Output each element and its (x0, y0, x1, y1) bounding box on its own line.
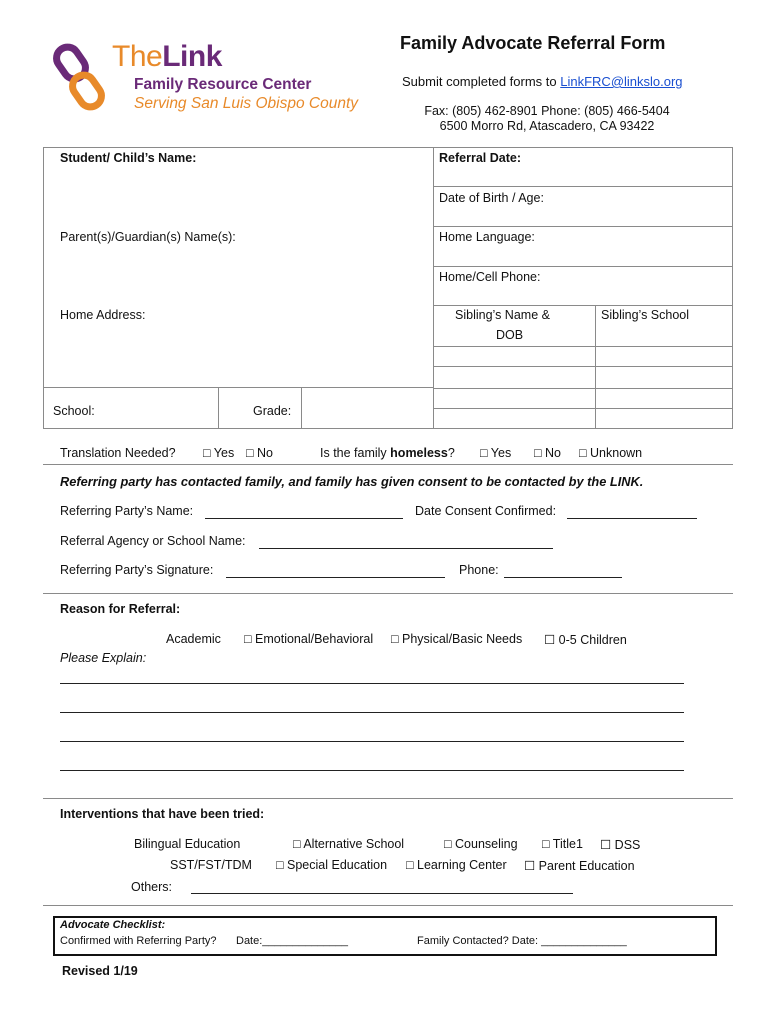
submit-instructions (402, 74, 683, 89)
contact-fax-phone: Fax: (805) 462-8901 Phone: (805) 466-5404 (424, 104, 670, 118)
confirmed-referring-party: Confirmed with Referring Party? (60, 935, 217, 947)
translation-yes-checkbox[interactable]: □ Yes (203, 446, 235, 460)
please-explain-label: Please Explain: (60, 651, 147, 665)
intervention-title1-checkbox[interactable]: □ Title1 (542, 837, 583, 851)
interventions-heading: Interventions that have been tried: (60, 807, 265, 821)
referring-phone-line[interactable] (504, 577, 622, 578)
others-line[interactable] (191, 893, 573, 894)
referring-name-line[interactable] (205, 518, 403, 519)
homeless-word: homeless (390, 446, 448, 460)
form-title: Family Advocate Referral Form (400, 33, 666, 53)
logo-tagline-1: Family Resource Center (134, 76, 312, 93)
parent-guardian-field[interactable]: Parent(s)/Guardian(s) Name(s): (60, 230, 236, 244)
home-cell-phone-field[interactable]: Home/Cell Phone: (439, 270, 541, 284)
dob-age-field[interactable]: Date of Birth / Age: (439, 191, 544, 205)
intervention-counseling-checkbox[interactable]: □ Counseling (444, 837, 518, 851)
intervention-sst-checkbox[interactable]: SST/FST/TDM (170, 858, 252, 872)
contact-address: 6500 Morro Rd, Atascadero, CA 93422 (439, 119, 655, 133)
logo-tagline-2: Serving San Luis Obispo County (134, 95, 359, 112)
homeless-no-checkbox[interactable]: □ No (534, 446, 562, 460)
reason-academic-checkbox[interactable]: Academic (166, 632, 221, 646)
referring-name-label: Referring Party’s Name: (60, 504, 194, 518)
translation-no-checkbox[interactable]: □ No (246, 446, 274, 460)
grade-field[interactable]: Grade: (253, 404, 292, 418)
advocate-checklist-title: Advocate Checklist: (60, 919, 166, 931)
submit-text: Submit completed forms to (402, 74, 557, 89)
home-language-field[interactable]: Home Language: (439, 230, 535, 244)
intervention-others-checkbox[interactable]: Others: (131, 880, 172, 894)
explain-line-1[interactable] (60, 683, 684, 684)
sibling-dob-header: DOB (496, 328, 524, 342)
explain-line-4[interactable] (60, 770, 684, 771)
revised-date: Revised 1/19 (62, 964, 138, 978)
link-logo-icon (52, 40, 112, 120)
logo-the: The (112, 40, 163, 73)
intervention-special-ed-checkbox[interactable]: □ Special Education (276, 858, 388, 872)
intervention-alternative-checkbox[interactable]: □ Alternative School (293, 837, 405, 851)
consent-statement: Referring party has contacted family, and family has given consent to be contacted by the LINK. (60, 474, 644, 489)
sibling-name-header: Sibling’s Name & (455, 308, 550, 322)
sibling-school-header: Sibling’s School (601, 308, 690, 322)
agency-line[interactable] (259, 548, 553, 549)
referral-date-field[interactable]: Referral Date: (439, 151, 521, 165)
reason-emotional-checkbox[interactable]: □ Emotional/Behavioral (244, 632, 374, 646)
consent-date-line[interactable] (567, 518, 697, 519)
submit-email-link[interactable]: LinkFRC@linkslo.org (560, 74, 683, 89)
homeless-post: ? (447, 446, 455, 460)
consent-date-label: Date Consent Confirmed: (415, 504, 557, 518)
logo-wordmark (112, 40, 222, 74)
advocate-date-field[interactable] (236, 935, 348, 947)
family-contacted-blank: ______________ (541, 935, 627, 947)
family-contacted-label: Family Contacted? Date: (417, 935, 539, 947)
homeless-unknown-checkbox[interactable]: □ Unknown (579, 446, 643, 460)
intervention-bilingual-checkbox[interactable]: Bilingual Education (134, 837, 241, 851)
contact-info (402, 104, 692, 134)
intervention-dss-checkbox[interactable]: ☐ DSS (600, 838, 641, 852)
intervention-parent-ed-checkbox[interactable]: ☐ Parent Education (524, 859, 635, 873)
reason-children-checkbox[interactable]: ☐ 0-5 Children (544, 633, 627, 647)
home-address-field[interactable]: Home Address: (60, 308, 146, 322)
advocate-date-label: Date: (236, 935, 263, 947)
signature-label: Referring Party’s Signature: (60, 563, 214, 577)
translation-needed-label: Translation Needed? (60, 446, 176, 460)
homeless-pre: Is the family (320, 446, 387, 460)
referring-phone-label: Phone: (459, 563, 499, 577)
logo-link: Link (162, 40, 222, 73)
homeless-yes-checkbox[interactable]: □ Yes (480, 446, 512, 460)
student-name-field[interactable]: Student/ Child’s Name: (60, 151, 197, 165)
agency-label: Referral Agency or School Name: (60, 534, 246, 548)
advocate-date-blank: ______________ (262, 935, 348, 947)
intervention-learning-center-checkbox[interactable]: □ Learning Center (406, 858, 507, 872)
homeless-question (320, 446, 455, 460)
explain-line-2[interactable] (60, 712, 684, 713)
signature-line[interactable] (226, 577, 445, 578)
family-contacted-field[interactable] (417, 935, 627, 947)
reason-physical-checkbox[interactable]: □ Physical/Basic Needs (391, 632, 523, 646)
reason-heading: Reason for Referral: (60, 602, 181, 616)
explain-line-3[interactable] (60, 741, 684, 742)
school-field[interactable]: School: (53, 404, 95, 418)
